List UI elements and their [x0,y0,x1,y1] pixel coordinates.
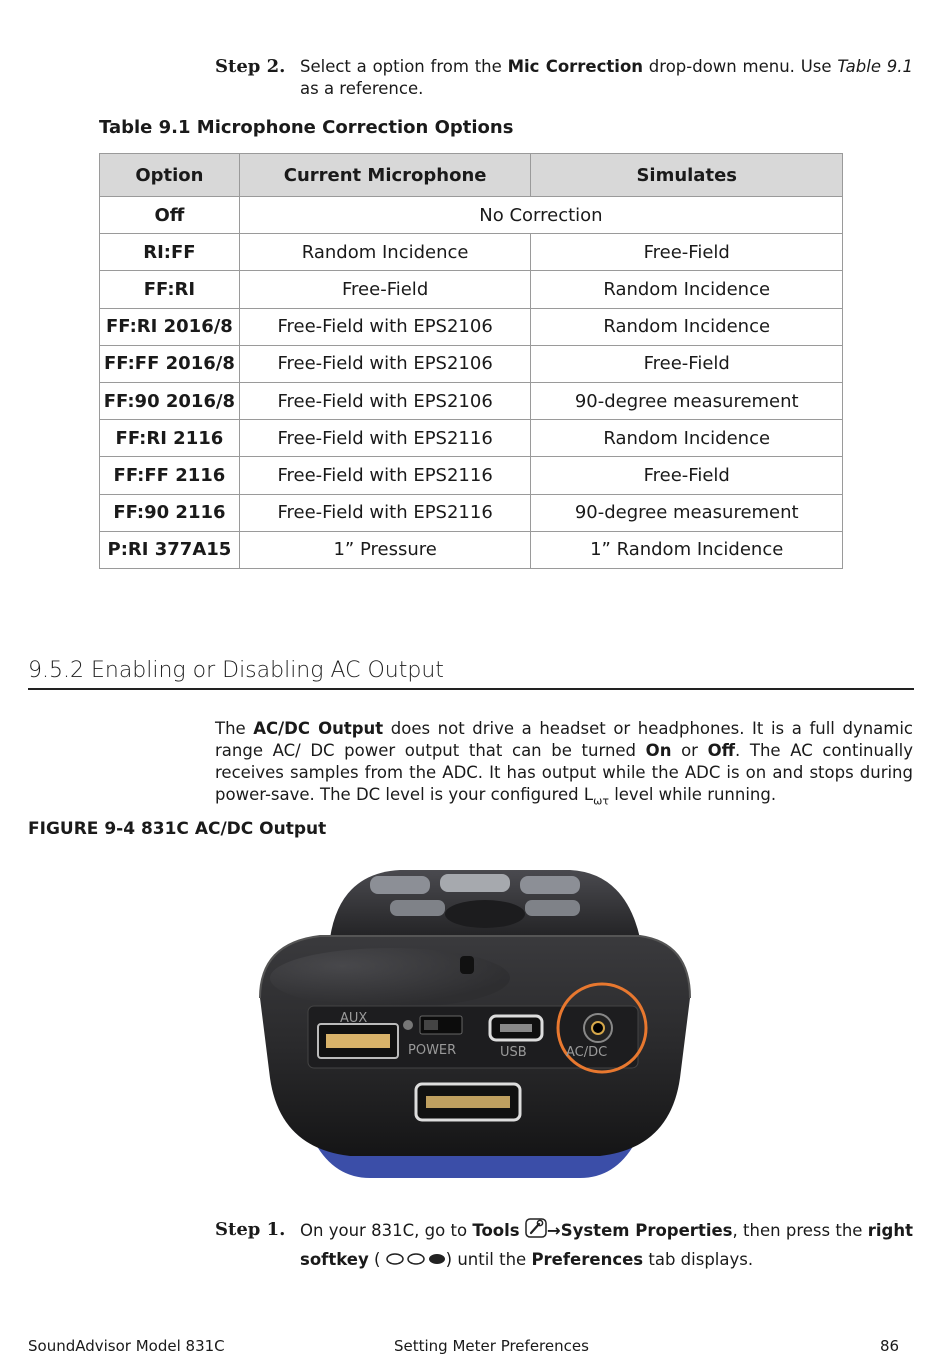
simulates-cell: Free-Field [531,457,843,494]
simulates-cell: 1” Random Incidence [531,531,843,568]
paragraph-text: . The AC continually receives samples from the ADC. It has output while the ADC is on and stops during power-save. The DC level is your configured L [215,741,914,804]
table-title: Table 9.1 Microphone Correction Options [99,117,514,138]
step-2-text-part: Select a option from the [300,57,508,76]
current-microphone-cell: Free-Field [239,271,531,308]
off-term: Off [707,741,736,760]
paragraph-text: The [215,719,254,738]
mic-correction-table [99,153,843,569]
right-softkey-icon [386,1247,446,1274]
option-cell: FF:RI 2016/8 [100,308,240,345]
aux-port-label: AUX [340,1011,368,1026]
column-header-current-microphone: Current Microphone [239,154,531,197]
step-1-text-part: ) until the [445,1249,532,1269]
step-1-text-part: tab displays. [643,1249,754,1269]
option-cell: FF:FF 2016/8 [100,345,240,382]
simulates-cell: Free-Field [531,345,843,382]
system-properties-term: System Properties [560,1221,733,1240]
current-microphone-cell: Random Incidence [239,234,531,271]
table-row [100,345,843,382]
current-microphone-cell: Free-Field with EPS2106 [239,308,531,345]
on-term: On [645,741,672,760]
page-number: 86 [880,1337,900,1355]
paragraph-text: does not drive a headset or headphones. It is a full dynamic range AC/ DC power output that can be turned [215,719,914,760]
device-illustration [240,848,710,1188]
power-label: POWER [408,1043,457,1058]
step-2-text-part: drop-down menu. Use [643,57,838,76]
step-1-text-part: , then press the [732,1221,868,1240]
acdc-description-paragraph [215,718,913,812]
option-cell: RI:FF [100,234,240,271]
table-row [100,197,843,234]
table-header-row [100,154,843,197]
option-cell: FF:RI 2116 [100,420,240,457]
mic-correction-term: Mic Correction [507,57,644,76]
column-header-simulates: Simulates [531,154,843,197]
simulates-cell: Random Incidence [531,420,843,457]
figure-caption: FIGURE 9-4 831C AC/DC Output [28,819,327,839]
table-row [100,494,843,531]
usb-port-label: USB [500,1045,527,1060]
current-microphone-cell: Free-Field with EPS2116 [239,457,531,494]
table-row [100,531,843,568]
no-correction-cell: No Correction [239,197,842,234]
simulates-cell: 90-degree measurement [531,494,843,531]
option-cell: FF:FF 2116 [100,457,240,494]
level-subscript: ωτ [593,794,609,808]
table-row [100,234,843,271]
column-header-option: Option [100,154,240,197]
simulates-cell: Random Incidence [531,271,843,308]
preferences-term: Preferences [531,1249,644,1269]
heading-rule [28,688,914,690]
current-microphone-cell: Free-Field with EPS2116 [239,420,531,457]
arrow-glyph: → [546,1221,561,1240]
simulates-cell: Free-Field [531,234,843,271]
current-microphone-cell: 1” Pressure [239,531,531,568]
option-cell: FF:90 2016/8 [100,382,240,419]
current-microphone-cell: Free-Field with EPS2106 [239,345,531,382]
right-softkey-term: right softkey [300,1221,913,1269]
table-reference: Table 9.1 [837,57,914,76]
table-row [100,382,843,419]
acdc-output-term: AC/DC Output [253,719,384,738]
table-row [100,308,843,345]
current-microphone-cell: Free-Field with EPS2116 [239,494,531,531]
step-2-text [300,56,913,100]
step-1-text-part: ( [368,1249,381,1269]
tools-wrench-icon [525,1218,547,1246]
simulates-cell: Random Incidence [531,308,843,345]
option-cell: P:RI 377A15 [100,531,240,568]
step-1-text [300,1217,913,1274]
table-row [100,420,843,457]
option-cell: FF:RI [100,271,240,308]
option-cell: Off [100,197,240,234]
current-microphone-cell: Free-Field with EPS2106 [239,382,531,419]
step-1-text-part: On your 831C, go to [300,1221,473,1240]
paragraph-text: level while running. [608,785,777,804]
device-photo [240,848,710,1188]
option-cell: FF:90 2116 [100,494,240,531]
footer-center: Setting Meter Preferences [394,1337,589,1355]
step-2-label: Step 2. [215,56,286,77]
table-row [100,271,843,308]
paragraph-text: or [671,741,708,760]
tools-term: Tools [472,1221,520,1240]
step-2-text-part: as a reference. [300,79,424,98]
simulates-cell: 90-degree measurement [531,382,843,419]
footer-left: SoundAdvisor Model 831C [28,1337,225,1355]
section-heading: 9.5.2 Enabling or Disabling AC Output [28,658,444,683]
acdc-port-label: AC/DC [566,1045,608,1060]
table-row [100,457,843,494]
step-1-label: Step 1. [215,1219,286,1240]
